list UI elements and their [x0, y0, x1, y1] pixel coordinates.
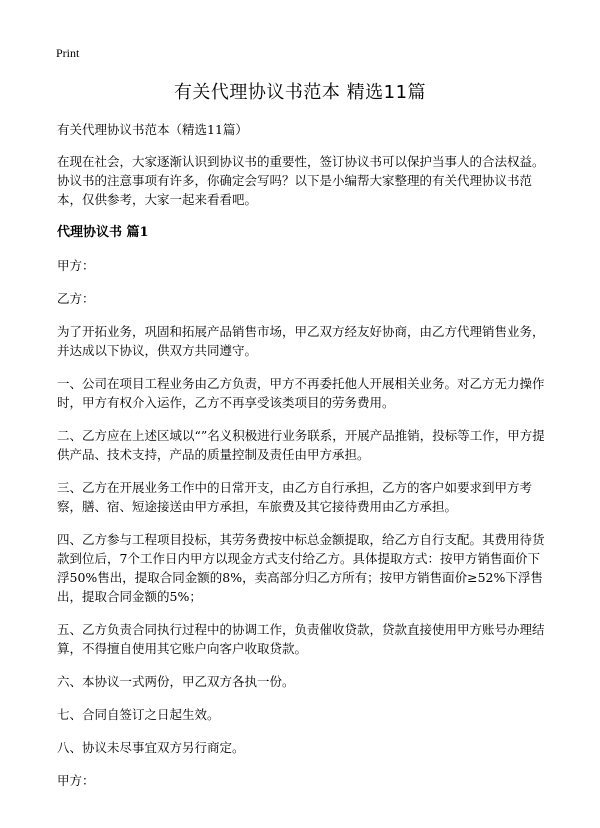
document-subtitle: 有关代理协议书范本（精选11篇）: [57, 122, 248, 137]
page-title: 有关代理协议书范本 精选11篇: [173, 82, 427, 103]
print-link[interactable]: Print: [56, 46, 80, 60]
clause-paragraph: 二、乙方应在上述区域以“”名义积极进行业务联系，开展产品推销，投标等工作，甲方提供产品、技术支持，产品的质量控制及责任由甲方承担。: [57, 428, 545, 462]
closing-party-label: 甲方：: [57, 773, 95, 788]
clause-paragraph: 三、乙方在开展业务工作中的日常开支，由乙方自行承担，乙方的客户如要求到甲方考察，膳、宿、短途接送由甲方承担，车旅费及其它接待费用由乙方承担。: [57, 480, 533, 514]
clause-paragraph: 一、公司在项目工程业务由乙方负责，甲方不再委托他人开展相关业务。对乙方无力操作时，甲方有权介入运作，乙方不再享受该类项目的劳务费用。: [57, 376, 545, 410]
intro-paragraph: 在现在社会，大家逐渐认识到协议书的重要性，签订协议书可以保护当事人的合法权益。协议书的注意事项有许多，你确定会写吗？以下是小编帮大家整理的有关代理协议书范本，仅供参考，大家一起来看看吧。: [57, 154, 545, 207]
party-a-label: 甲方：: [57, 258, 95, 273]
document-body: [57, 120, 547, 804]
clause-paragraph: 七、合同自签订之日起生效。: [57, 707, 220, 722]
clause-paragraph: 五、乙方负责合同执行过程中的协调工作，负责催收贷款，贷款直接使用甲方账号办理结算，不得擅自使用其它账户向客户收取贷款。: [57, 622, 545, 656]
clause-paragraph: 四、乙方参与工程项目投标，其劳务费按中标总金额提取，给乙方自行支配。其费用待货款到位后，7个工作日内甲方以现金方式支付给乙方。具体提取方式：按甲方销售面价下浮50%售出，提取合同金额的8%，卖高部分归乙方所有；按甲方销售面价≥52%下浮售出，提取合同金额的5%；: [57, 532, 545, 604]
preamble-paragraph: 为了开拓业务，巩固和拓展产品销售市场，甲乙双方经友好协商，由乙方代理销售业务，并达成以下协议，供双方共同遵守。: [57, 324, 545, 358]
section-heading: 代理协议书 篇1: [57, 225, 149, 240]
clause-paragraph: 八、协议未尽事宜双方另行商定。: [57, 740, 245, 755]
clause-paragraph: 六、本协议一式两份，甲乙双方各执一份。: [57, 674, 295, 689]
party-b-label: 乙方：: [57, 291, 95, 306]
